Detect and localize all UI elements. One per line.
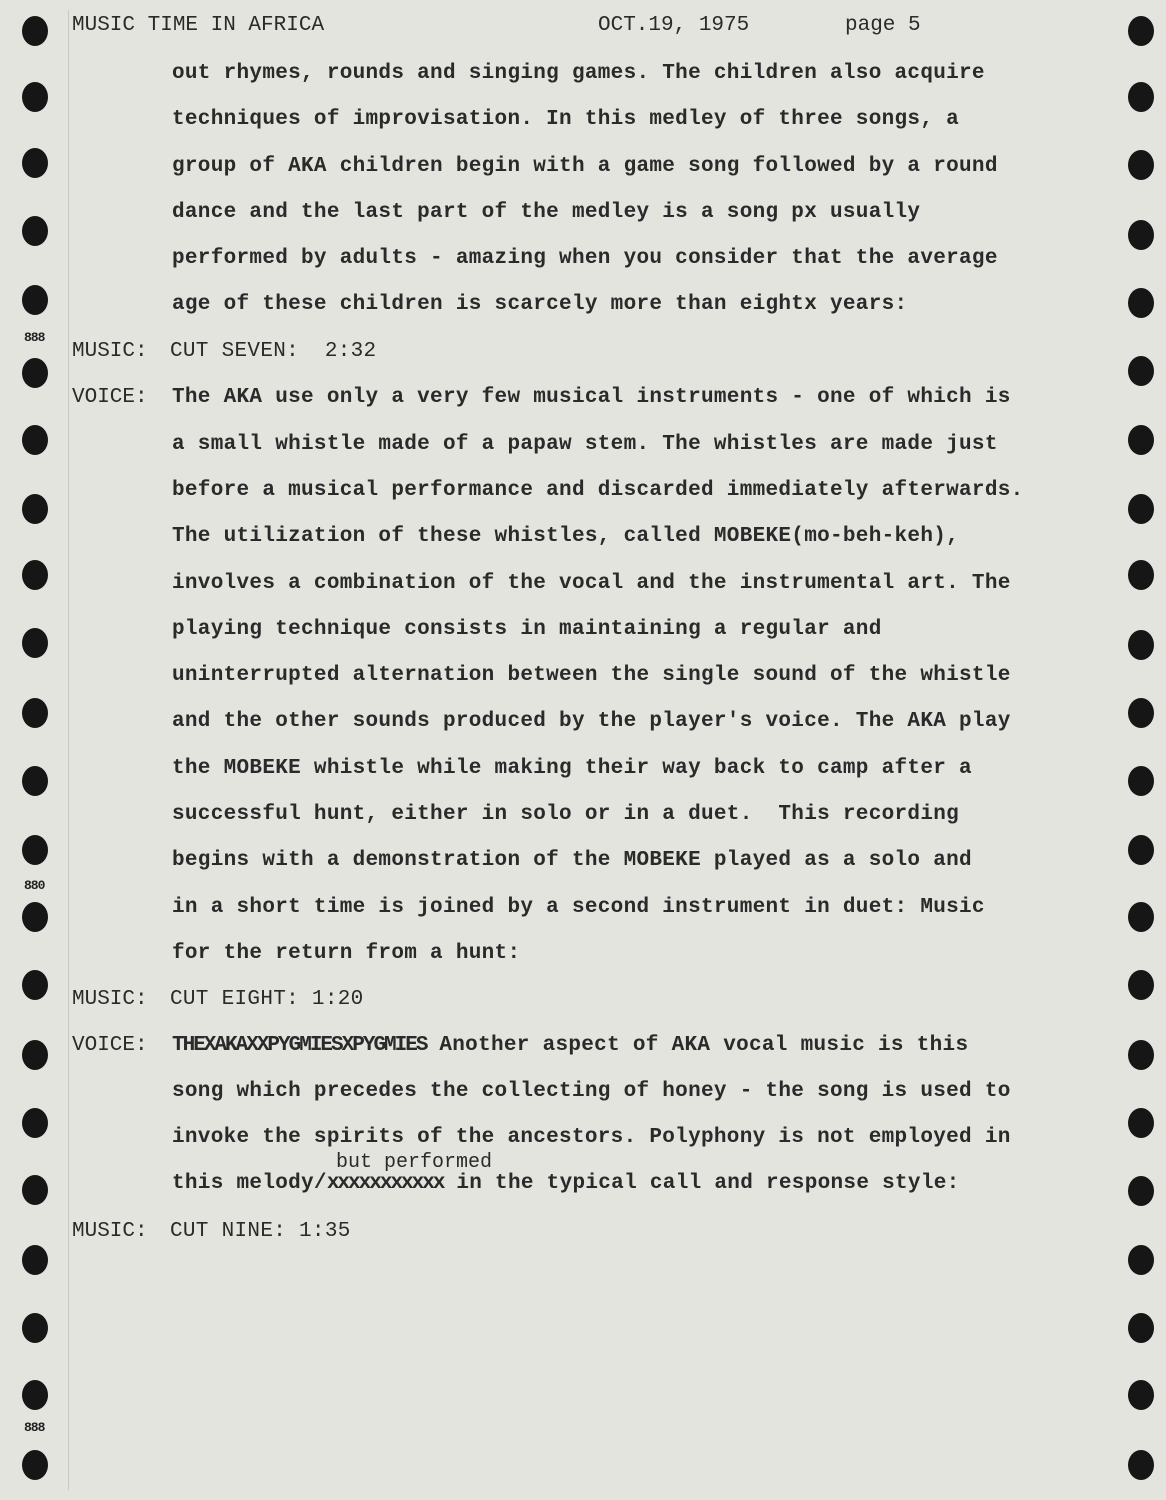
text-line: The utilization of these whistles, called MOBEKE(mo-beh-keh),	[172, 525, 960, 548]
feed-hole	[22, 766, 48, 796]
feed-hole	[1128, 902, 1154, 932]
text-line: begins with a demonstration of the MOBEKE played as a solo and	[172, 849, 972, 872]
margin-perforation-mark: 888	[24, 1420, 45, 1435]
feed-hole	[22, 494, 48, 524]
feed-hole	[1128, 766, 1154, 796]
text-line: The AKA use only a very few musical instruments - one of which is	[172, 386, 1011, 409]
right-tractor-feed-strip	[1116, 0, 1166, 1500]
text-line: song which precedes the collecting of honey - the song is used to	[172, 1080, 1011, 1103]
text-line: playing technique consists in maintaining a regular and	[172, 618, 882, 641]
feed-hole	[22, 1380, 48, 1410]
text-line: involves a combination of the vocal and the instrumental art. The	[172, 572, 1011, 595]
feed-hole	[1128, 356, 1154, 386]
text-line: out rhymes, rounds and singing games. The children also acquire	[172, 62, 985, 85]
margin-rule	[68, 10, 69, 1490]
feed-hole	[1128, 1380, 1154, 1410]
feed-hole	[22, 285, 48, 315]
text-line: in a short time is joined by a second instrument in duet: Music	[172, 896, 985, 919]
text-fragment: in the typical call and response style:	[443, 1172, 960, 1195]
feed-hole	[1128, 220, 1154, 250]
feed-hole	[1128, 560, 1154, 590]
text-line	[172, 1034, 968, 1057]
header-title: MUSIC TIME IN AFRICA	[72, 14, 325, 37]
text-line: techniques of improvisation. In this medley of three songs, a	[172, 108, 960, 131]
feed-hole	[22, 425, 48, 455]
text-fragment: Another aspect of AKA vocal music is this	[439, 1034, 969, 1057]
feed-hole	[22, 1245, 48, 1275]
feed-hole	[1128, 698, 1154, 728]
feed-hole	[1128, 288, 1154, 318]
feed-hole	[22, 970, 48, 1000]
struck-out-text: xxxxxxxxxxx	[326, 1172, 444, 1195]
music-cue-text: CUT EIGHT: 1:20	[170, 988, 364, 1011]
feed-hole	[22, 902, 48, 932]
feed-hole	[1128, 970, 1154, 1000]
margin-perforation-mark: 880	[24, 878, 45, 893]
handwritten-insertion: but performed	[336, 1151, 493, 1174]
feed-hole	[22, 16, 48, 46]
feed-hole	[1128, 1245, 1154, 1275]
feed-hole	[22, 698, 48, 728]
feed-hole	[1128, 835, 1154, 865]
struck-out-text: THEXAKAXXPYGMIESXPYGMIES	[172, 1034, 427, 1057]
feed-hole	[1128, 150, 1154, 180]
feed-hole	[1128, 1450, 1154, 1480]
margin-perforation-mark: 888	[24, 330, 45, 345]
text-line: dance and the last part of the medley is a song px usually	[172, 201, 921, 224]
music-cue-label: MUSIC:	[72, 340, 148, 363]
feed-hole	[22, 1175, 48, 1205]
header-date: OCT.19, 1975	[598, 14, 750, 37]
text-line: a small whistle made of a papaw stem. The whistles are made just	[172, 433, 998, 456]
text-line: performed by adults - amazing when you consider that the average	[172, 247, 998, 270]
feed-hole	[1128, 1176, 1154, 1206]
music-cue-text: CUT SEVEN: 2:32	[170, 340, 377, 363]
feed-hole	[22, 835, 48, 865]
feed-hole	[1128, 1313, 1154, 1343]
feed-hole	[22, 1040, 48, 1070]
text-line: and the other sounds produced by the player's voice. The AKA play	[172, 710, 1011, 733]
feed-hole	[22, 216, 48, 246]
feed-hole	[22, 1313, 48, 1343]
feed-hole	[1128, 494, 1154, 524]
feed-hole	[22, 1450, 48, 1480]
feed-hole	[22, 82, 48, 112]
left-tractor-feed-strip	[0, 0, 60, 1500]
text-line: successful hunt, either in solo or in a duet. This recording	[172, 803, 960, 826]
text-fragment: this melody/	[172, 1172, 327, 1195]
voice-label: VOICE:	[72, 1034, 148, 1057]
text-line	[172, 1172, 960, 1195]
text-line: uninterrupted alternation between the single sound of the whistle	[172, 664, 1011, 687]
feed-hole	[1128, 1040, 1154, 1070]
text-line: for the return from a hunt:	[172, 942, 521, 965]
feed-hole	[1128, 1108, 1154, 1138]
feed-hole	[1128, 16, 1154, 46]
text-line: the MOBEKE whistle while making their way back to camp after a	[172, 757, 972, 780]
feed-hole	[22, 148, 48, 178]
feed-hole	[1128, 82, 1154, 112]
feed-hole	[22, 1108, 48, 1138]
text-line: invoke the spirits of the ancestors. Polyphony is not employed in	[172, 1126, 1011, 1149]
text-line: age of these children is scarcely more than eightx years:	[172, 293, 908, 316]
text-line: before a musical performance and discarded immediately afterwards.	[172, 479, 1024, 502]
feed-hole	[22, 358, 48, 388]
feed-hole	[22, 628, 48, 658]
text-line: group of AKA children begin with a game song followed by a round	[172, 155, 998, 178]
music-cue-label: MUSIC:	[72, 1220, 148, 1243]
feed-hole	[22, 560, 48, 590]
music-cue-text: CUT NINE: 1:35	[170, 1220, 351, 1243]
feed-hole	[1128, 630, 1154, 660]
music-cue-label: MUSIC:	[72, 988, 148, 1011]
header-page-number: page 5	[845, 14, 921, 37]
voice-label: VOICE:	[72, 386, 148, 409]
feed-hole	[1128, 425, 1154, 455]
